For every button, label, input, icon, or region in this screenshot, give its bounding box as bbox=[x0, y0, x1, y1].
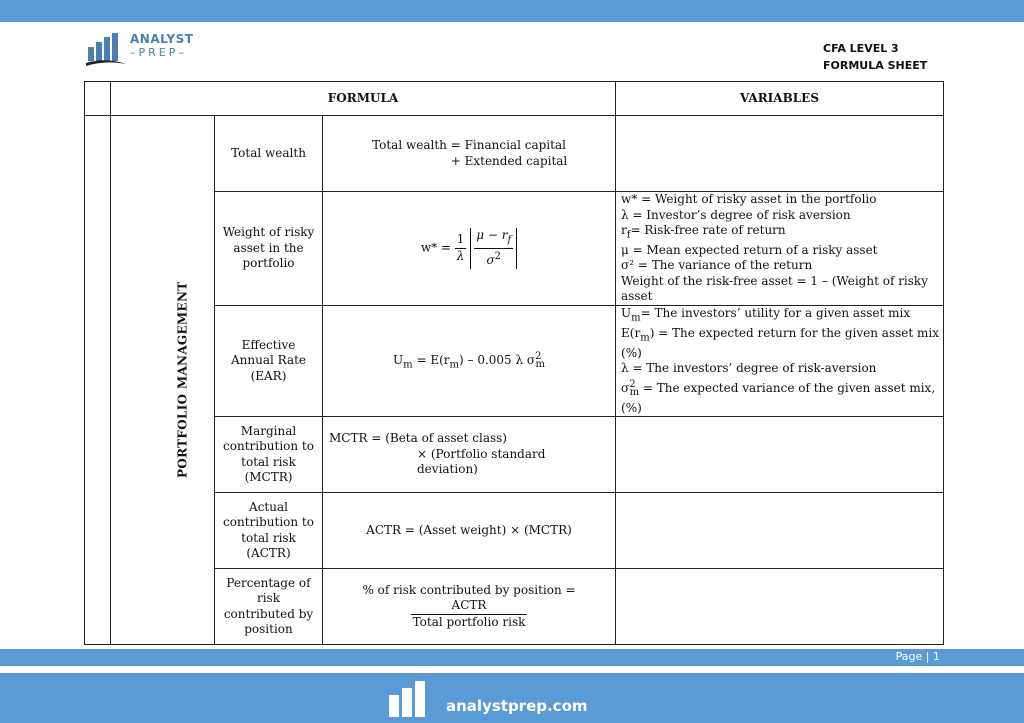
fraction: $\frac{\text{ACTR}}{\text{Total portfolio risk}}$ bbox=[412, 598, 526, 629]
header-row bbox=[85, 82, 944, 116]
formula-cell: w* = $\frac{1}{\lambda}$ $\frac{\mu - r_f}{\sigma^2}$ bbox=[323, 192, 616, 306]
variables-cell: $U_m=$ The investors’ utility for a given asset mix $E(r_m)$ = The expected return for the given asset mix (%) λ = The investors’ degree of risk-aversion $\sigma^2_m$ = The expected variance of the given asset mix, (%) bbox=[616, 305, 944, 416]
section-label: PORTFOLIO MANAGEMENT bbox=[175, 281, 190, 479]
row-name: Actual contribution to total risk (ACTR) bbox=[215, 493, 323, 569]
header-formula: FORMULA bbox=[111, 82, 616, 116]
section-label-cell bbox=[85, 116, 190, 645]
bracket: $\frac{\mu - r_f}{\sigma^2}$ bbox=[470, 228, 517, 268]
row-name: Percentage of risk contributed by position bbox=[215, 569, 323, 645]
analystprep-logo bbox=[86, 33, 196, 69]
footer bbox=[0, 673, 1024, 723]
table-row bbox=[85, 116, 944, 192]
row-name: Total wealth bbox=[215, 116, 323, 192]
formula-cell: Total wealth = Financial capital + Extended capital bbox=[323, 116, 616, 192]
top-band bbox=[0, 0, 1024, 22]
blank-column bbox=[111, 116, 215, 645]
row-name: Marginal contribution to total risk (MCTR) bbox=[215, 417, 323, 493]
row-name: Weight of risky asset in the portfolio bbox=[215, 192, 323, 306]
formula-cell: MCTR = (Beta of asset class) × (Portfolio standard deviation) bbox=[323, 417, 616, 493]
document-header bbox=[823, 40, 927, 74]
header-variables: VARIABLES bbox=[616, 82, 944, 116]
logo-line2: –PREP– bbox=[130, 46, 187, 59]
formula-cell: ACTR = (Asset weight) × (MCTR) bbox=[323, 493, 616, 569]
header-level: CFA LEVEL 3 bbox=[823, 42, 899, 55]
fraction: $\frac{1}{\lambda}$ bbox=[456, 232, 465, 263]
variables-cell: w* = Weight of risky asset in the portfolio λ = Investor’s degree of risk aversion $r_f=$ Risk-free rate of return μ = Mean expected return of a risky asset σ² = The variance of the return Weight of the risk-free asset = 1 – (Weight of risky asset bbox=[616, 192, 944, 306]
variables-cell-empty bbox=[616, 493, 944, 569]
page-band bbox=[0, 649, 1024, 666]
logo-bars-icon bbox=[86, 33, 128, 69]
header-blank bbox=[85, 82, 111, 116]
variables-cell-empty bbox=[616, 417, 944, 493]
footer-url[interactable]: analystprep.com bbox=[446, 697, 588, 715]
formula-cell: $U_m = E(r_m) - 0.005$ λ $\sigma^2_m$ bbox=[323, 305, 616, 416]
variables-cell-empty bbox=[616, 569, 944, 645]
variables-cell-empty bbox=[616, 116, 944, 192]
logo-line1: ANALYST bbox=[130, 32, 194, 46]
footer-bars-icon bbox=[389, 681, 439, 717]
row-name: Effective Annual Rate (EAR) bbox=[215, 305, 323, 416]
header-title: FORMULA SHEET bbox=[823, 59, 928, 72]
formula-table bbox=[84, 81, 944, 645]
formula-cell: % of risk contributed by position = $\frac{\text{ACTR}}{\text{Total portfolio risk}}$ bbox=[323, 569, 616, 645]
page-number: Page | 1 bbox=[895, 650, 940, 663]
